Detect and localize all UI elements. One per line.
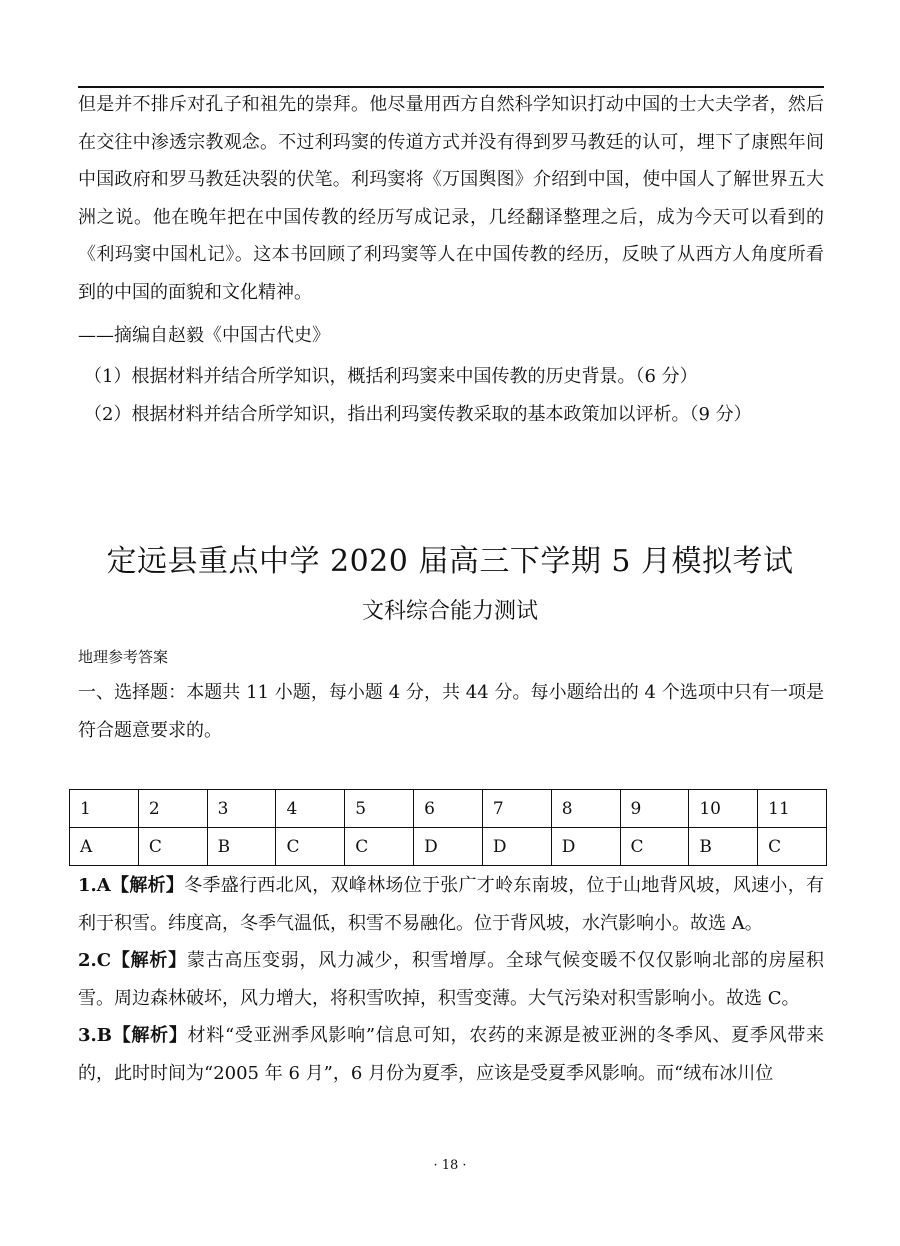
answer-choice-cell: D [482,828,551,866]
question-2: （2）根据材料并结合所学知识，指出利玛窦传教采取的基本政策加以评析。（9 分） [84,404,752,425]
exam-title: 定远县重点中学 2020 届高三下学期 5 月模拟考试 [106,544,794,579]
answer-choice-cell: C [345,828,414,866]
explanation-body: 冬季盛行西北风，双峰林场位于张广才岭东南坡，位于山地背风坡，风速小，有利于积雪。纬度高，冬季气温低，积雪不易融化。位于背风坡，水汽影响小。故选 A。 [78,875,824,934]
explanation-2 [78,942,824,1017]
answer-choice-cell: B [207,828,276,866]
passage-source: ——摘编自赵毅《中国古代史》 [78,325,330,346]
question-number-cell: 6 [414,790,483,828]
answer-choice-cell: C [138,828,207,866]
answer-choice-cell: B [689,828,758,866]
question-number-cell: 11 [758,790,827,828]
question-number-cell: 3 [207,790,276,828]
answer-choice-row [70,828,827,866]
answer-table [69,789,827,866]
passage-paragraph: 但是并不排斥对孔子和祖先的崇拜。他尽量用西方自然科学知识打动中国的士大夫学者，然后在交往中渗透宗教观念。不过利玛窦的传道方式并没有得到罗马教廷的认可，埋下了康熙年间中国政府和罗马教廷决裂的伏笔。利玛窦将《万国舆图》介绍到中国，使中国人了解世界五大洲之说。他在晚年把在中国传教的经历写成记录，几经翻译整理之后，成为今天可以看到的《利玛窦中国札记》。这本书回顾了利玛窦等人在中国传教的经历，反映了从西方人角度所看到的中国的面貌和文化精神。 [78,94,824,303]
explanations [78,867,824,1092]
answer-choice-cell: A [70,828,139,866]
explanation-body: 蒙古高压变弱，风力减少，积雪增厚。全球气候变暖不仅仅影响北部的房屋积雪。周边森林破坏，风力增大，将积雪吹掉，积雪变薄。大气污染对积雪影响小。故选 C。 [78,950,824,1009]
answer-number-row [70,790,827,828]
answer-choice-cell: D [414,828,483,866]
section-intro: 一、选择题：本题共 11 小题，每小题 4 分，共 44 分。每小题给出的 4 个选项中只有一项是符合题意要求的。 [78,682,824,741]
explanation-body: 材料“受亚洲季风影响”信息可知，农药的来源是被亚洲的冬季风、夏季风带来的，此时时间为“2005 年 6 月”，6 月份为夏季，应该是受夏季风影响。而“绒布冰川位 [78,1025,824,1084]
answer-choice-cell: C [276,828,345,866]
answer-choice-cell: C [620,828,689,866]
question-number-cell: 1 [70,790,139,828]
answer-choice-cell: C [758,828,827,866]
question-number-cell: 7 [482,790,551,828]
explanation-head: 2.C【解析】 [78,950,187,971]
question-number-cell: 2 [138,790,207,828]
explanation-3 [78,1017,824,1092]
question-number-cell: 9 [620,790,689,828]
page-number: · 18 · [433,1158,467,1173]
question-number-cell: 5 [345,790,414,828]
explanation-1 [78,867,824,942]
question-number-cell: 10 [689,790,758,828]
answer-key-label: 地理参考答案 [78,648,169,666]
answer-choice-cell: D [551,828,620,866]
exam-subtitle: 文科综合能力测试 [361,599,538,624]
explanation-head: 3.B【解析】 [78,1025,188,1046]
question-1: （1）根据材料并结合所学知识，概括利玛窦来中国传教的历史背景。（6 分） [84,366,698,387]
question-number-cell: 8 [551,790,620,828]
explanation-head: 1.A【解析】 [78,875,185,896]
question-number-cell: 4 [276,790,345,828]
